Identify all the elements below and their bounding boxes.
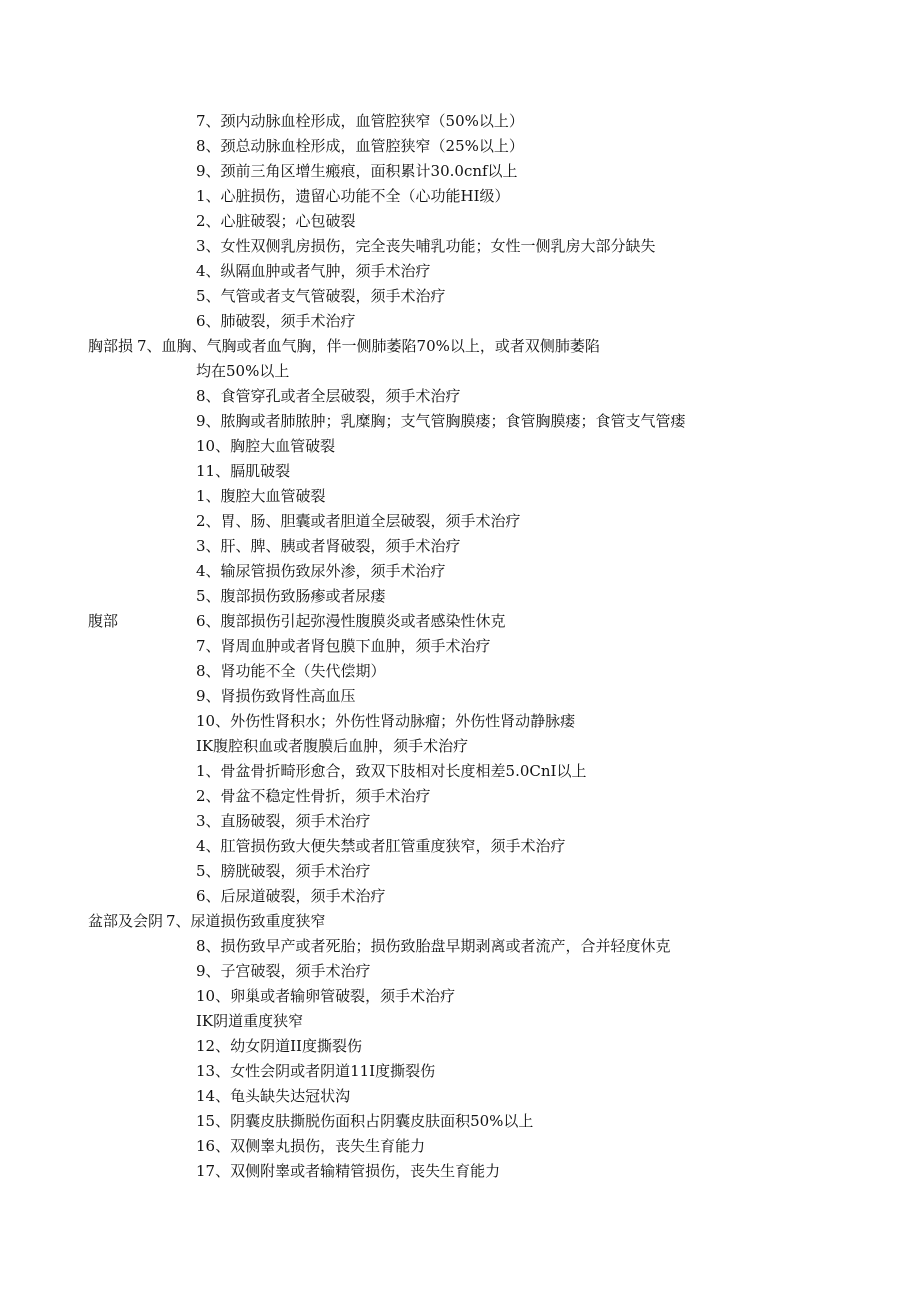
list-line [0,559,920,584]
list-line [0,459,920,484]
list-line [0,834,920,859]
line-text: 8、损伤致早产或者死胎；损伤致胎盘早期剥离或者流产，合并轻度休克 [196,937,671,955]
list-line [0,684,920,709]
list-line [0,384,920,409]
line-text: 3、女性双侧乳房损伤，完全丧失哺乳功能；女性一侧乳房大部分缺失 [196,237,656,255]
line-text: 6、肺破裂，须手术治疗 [196,312,356,330]
list-line [0,909,920,934]
list-line [0,1059,920,1084]
line-text: 13、女性会阴或者阴道11I度撕裂伤 [196,1062,436,1080]
line-text: 1、心脏损伤，遗留心功能不全（心功能HI级） [196,187,510,205]
line-text: 8、颈总动脉血栓形成，血管腔狭窄（25%以上） [196,137,524,155]
list-line [0,234,920,259]
line-text: 2、心脏破裂；心包破裂 [196,212,356,230]
line-text: 4、肛管损伤致大便失禁或者肛管重度狭窄，须手术治疗 [196,837,566,855]
list-line [0,759,920,784]
line-text: 7、颈内动脉血栓形成，血管腔狭窄（50%以上） [196,112,524,130]
line-text: IK阴道重度狭窄 [196,1012,304,1030]
injury-list [0,109,920,1184]
line-text: 10、胸腔大血管破裂 [196,437,336,455]
list-line [0,1134,920,1159]
line-text: 11、膈肌破裂 [196,462,291,480]
line-text: 1、腹腔大血管破裂 [196,487,326,505]
line-text: 7、肾周血肿或者肾包膜下血肿，须手术治疗 [196,637,491,655]
list-line [0,434,920,459]
list-line [0,409,920,434]
list-line [0,209,920,234]
line-text: 14、龟头缺失达冠状沟 [196,1087,351,1105]
line-text: 10、卵巢或者输卵管破裂，须手术治疗 [196,987,456,1005]
line-text: 7、尿道损伤致重度狭窄 [166,912,326,930]
list-line [0,484,920,509]
list-line [0,159,920,184]
line-text: 17、双侧附睾或者输精管损伤，丧失生育能力 [196,1162,501,1180]
line-text: 8、肾功能不全（失代偿期） [196,662,386,680]
list-line [0,334,920,359]
list-line [0,609,920,634]
line-text: 9、脓胸或者肺脓肿；乳糜胸；支气管胸膜瘘；食管胸膜瘘；食管支气管瘘 [196,412,686,430]
list-line [0,934,920,959]
list-line [0,584,920,609]
list-line [0,884,920,909]
category-label: 腹部 [88,612,119,630]
line-text: 5、膀胱破裂，须手术治疗 [196,862,371,880]
list-line [0,509,920,534]
list-line [0,634,920,659]
list-line [0,309,920,334]
line-text: 9、肾损伤致肾性高血压 [196,687,356,705]
list-line [0,709,920,734]
list-line [0,134,920,159]
category-label: 胸部损 [88,337,134,355]
line-text: 5、气管或者支气管破裂，须手术治疗 [196,287,446,305]
line-text: 16、双侧睾丸损伤，丧失生育能力 [196,1137,426,1155]
list-line [0,959,920,984]
list-line [0,984,920,1009]
line-text: 4、输尿管损伤致尿外渗，须手术治疗 [196,562,446,580]
line-text: 2、胃、肠、胆囊或者胆道全层破裂，须手术治疗 [196,512,521,530]
list-line [0,659,920,684]
line-text: 8、食管穿孔或者全层破裂，须手术治疗 [196,387,461,405]
list-line [0,534,920,559]
line-text: 7、血胸、气胸或者血气胸，伴一侧肺萎陷70%以上，或者双侧肺萎陷 [137,337,600,355]
list-line [0,859,920,884]
line-text: 6、后尿道破裂，须手术治疗 [196,887,386,905]
list-line [0,359,920,384]
line-text: 9、颈前三角区增生瘢痕，面积累计30.0cnf以上 [196,162,518,180]
list-line [0,184,920,209]
line-text: 均在50%以上 [196,362,290,380]
line-text: 1、骨盆骨折畸形愈合，致双下肢相对长度相差5.0CnI以上 [196,762,587,780]
line-text: 4、纵隔血肿或者气肿，须手术治疗 [196,262,431,280]
line-text: 12、幼女阴道II度撕裂伤 [196,1037,362,1055]
line-text: 2、骨盆不稳定性骨折，须手术治疗 [196,787,431,805]
list-line [0,784,920,809]
list-line [0,1009,920,1034]
line-text: 3、直肠破裂，须手术治疗 [196,812,371,830]
list-line [0,734,920,759]
category-label: 盆部及会阴 [88,912,164,930]
list-line [0,1084,920,1109]
list-line [0,109,920,134]
line-text: 6、腹部损伤引起弥漫性腹膜炎或者感染性休克 [196,612,506,630]
line-text: 10、外伤性肾积水；外伤性肾动脉瘤；外伤性肾动静脉瘘 [196,712,576,730]
list-line [0,1159,920,1184]
line-text: 5、腹部损伤致肠瘆或者尿瘘 [196,587,386,605]
line-text: 15、阴囊皮肤撕脱伤面积占阴囊皮肤面积50%以上 [196,1112,534,1130]
list-line [0,1034,920,1059]
list-line [0,809,920,834]
line-text: IK腹腔积血或者腹膜后血肿，须手术治疗 [196,737,469,755]
list-line [0,259,920,284]
list-line [0,284,920,309]
list-line [0,1109,920,1134]
line-text: 9、子宫破裂，须手术治疗 [196,962,371,980]
line-text: 3、肝、脾、胰或者肾破裂，须手术治疗 [196,537,461,555]
